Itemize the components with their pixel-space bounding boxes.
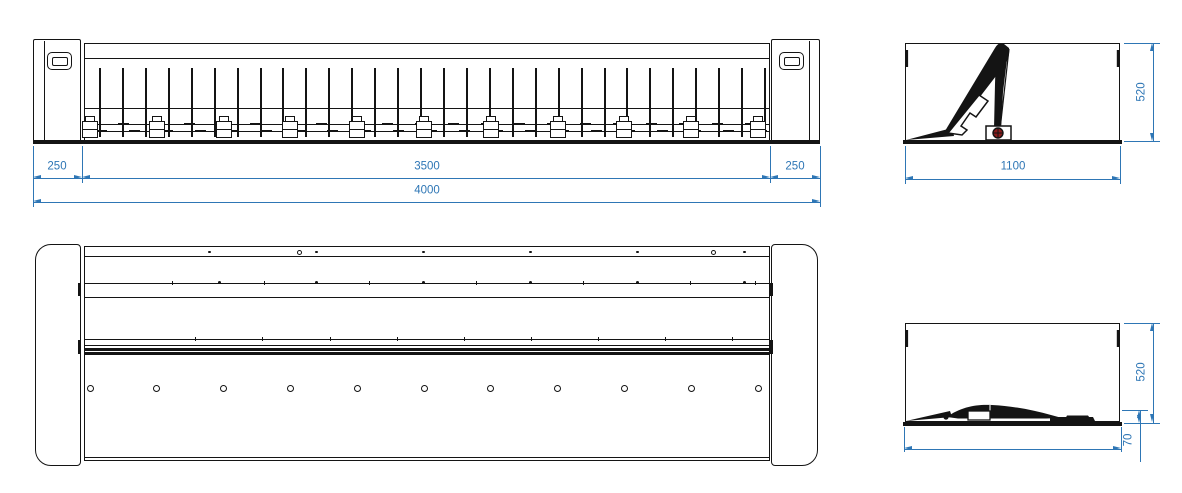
dimension-arrowhead xyxy=(1150,323,1154,331)
dimension-arrowhead xyxy=(812,175,820,179)
dimension-arrowhead xyxy=(1150,43,1154,51)
dimension-arrowhead xyxy=(1112,176,1120,180)
dimension-arrowhead xyxy=(1150,133,1154,141)
dimension-arrowhead xyxy=(82,175,90,179)
dimension-arrowhead xyxy=(1137,415,1141,423)
dim-label-height: 520 xyxy=(1135,362,1148,382)
dim-label-depth: 1100 xyxy=(1000,160,1026,173)
dimension-arrowhead xyxy=(33,175,41,179)
dim-label-height: 520 xyxy=(1135,82,1148,102)
dimension-arrowhead xyxy=(1150,414,1154,422)
dim-label-right-post: 250 xyxy=(785,160,805,173)
dim-label-left-post: 250 xyxy=(47,160,67,173)
dimension-arrowhead xyxy=(74,175,82,179)
dimension-arrowhead xyxy=(1113,446,1121,450)
dim-label-total-width: 4000 xyxy=(414,184,440,197)
dimension-arrowhead xyxy=(33,199,41,203)
dimension-arrowhead xyxy=(762,175,770,179)
dimension-arrowhead xyxy=(905,176,913,180)
dimension-arrowhead xyxy=(812,199,820,203)
dimension-arrowhead xyxy=(770,175,778,179)
dim-label-blade-width: 3500 xyxy=(414,160,440,173)
dimension-arrowhead xyxy=(904,446,912,450)
dim-label-ground-clearance: 70 xyxy=(1122,433,1135,447)
